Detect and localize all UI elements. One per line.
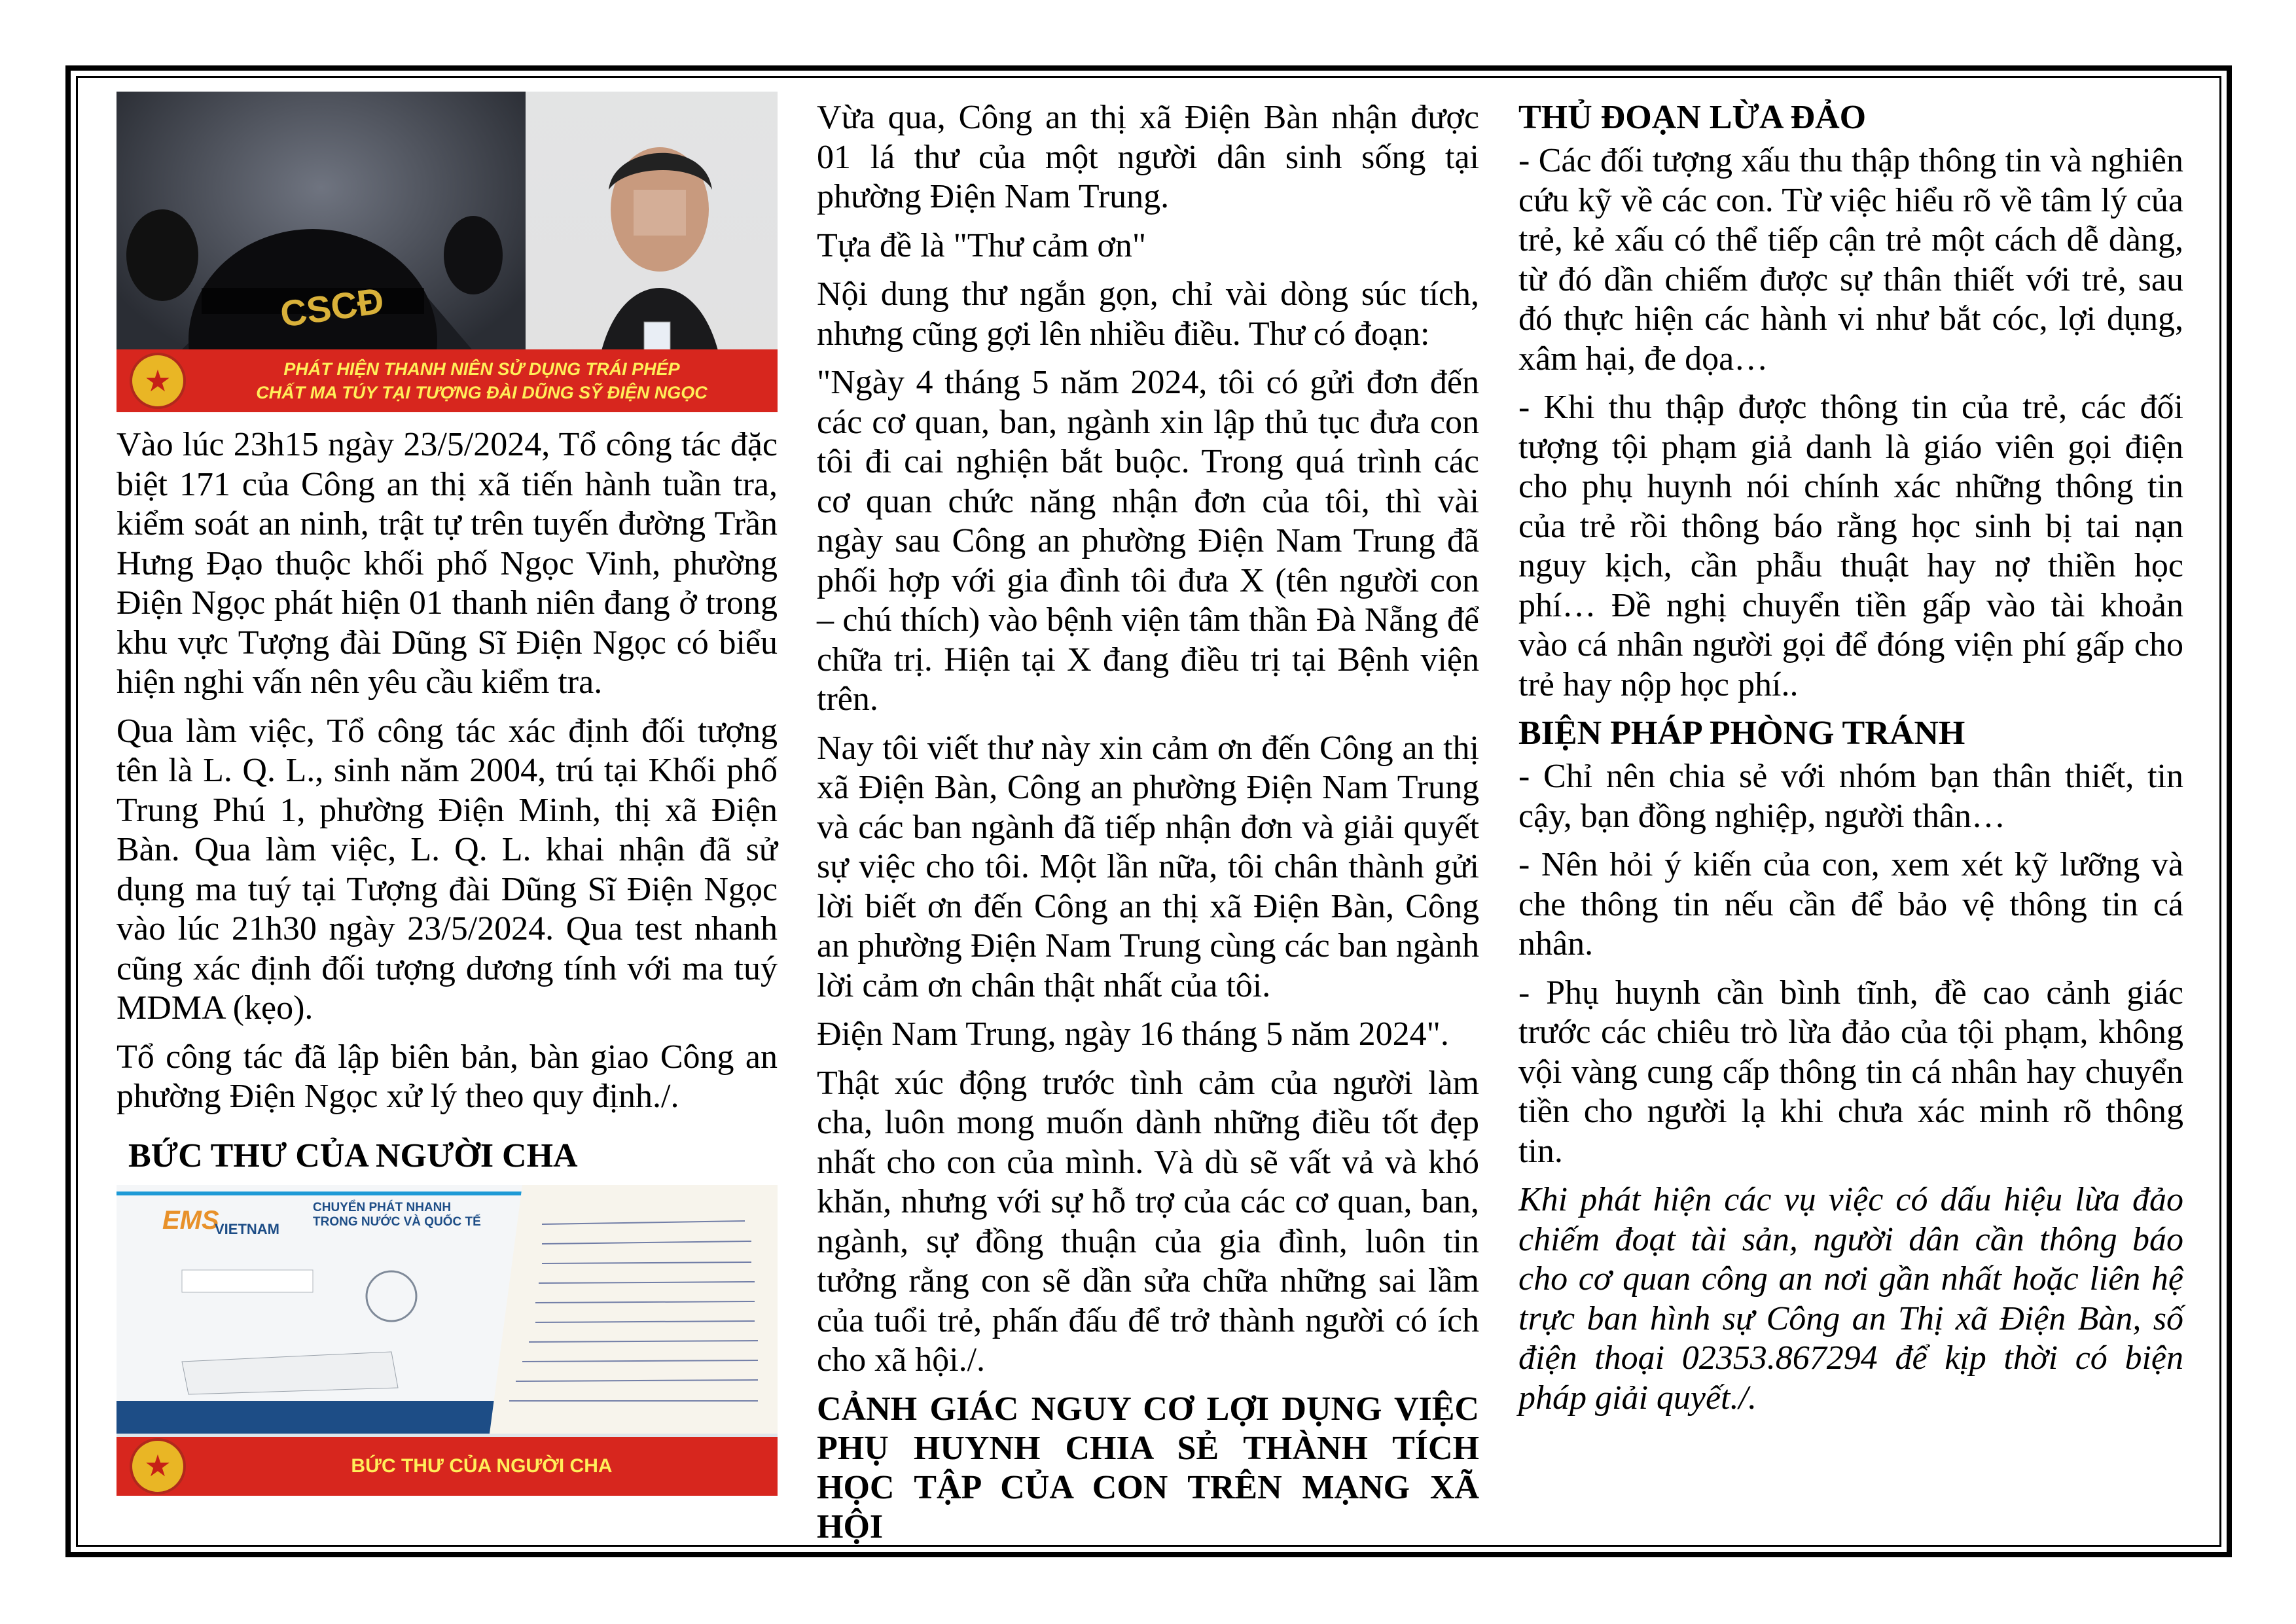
paragraph: Vào lúc 23h15 ngày 23/5/2024, Tổ công tác đặc biệt 171 của Công an thị xã tiến hành tuần tra, kiểm soát an ninh, trật tự trên tuyến đường Trần Hưng Đạo thuộc khối phố Ngọc Vinh, phường Điện Ngọc phát hiện 01 thanh niên đang ở trong khu vực Tượng đài Dũng Sĩ Điện Ngọc có biểu hiện nghi vấn nên yêu cầu kiểm tra.: [117, 426, 778, 701]
section-heading-warning: CẢNH GIÁC NGUY CƠ LỢI DỤNG VIỆC PHỤ HUYNH CHIA SẺ THÀNH TÍCH HỌC TẬP CỦA CON TRÊN MẠNG XÃ HỘI: [817, 1390, 1479, 1545]
paragraph: Tựa đề là "Thư cảm ơn": [817, 226, 1147, 264]
closing-note: Khi phát hiện các vụ việc có dấu hiệu lừa đảo chiếm đoạt tài sản, người dân cần thông báo cho cơ quan công an nơi gần nhất hoặc liên hệ trực ban hình sự Công an Thị xã Điện Bàn, số điện thoại 02353.867294 để kịp thời có biện pháp giải quyết./.: [1518, 1181, 2183, 1417]
section-heading-tricks: THỦ ĐOẠN LỪA ĐẢO: [1518, 99, 1867, 136]
paragraph: Tổ công tác đã lập biên bản, bàn giao Công an phường Điện Ngọc xử lý theo quy định./.: [117, 1038, 778, 1115]
section-heading-letter: BỨC THƯ CỦA NGƯỜI CHA: [128, 1137, 578, 1174]
paragraph: - Các đối tượng xấu thu thập thông tin và nghiên cứu kỹ về các con. Từ việc hiểu rõ về tâm lý của trẻ, kẻ xấu có thể tiếp cận trẻ một cách dễ dàng, từ đó dần chiếm được sự thân thiết với trẻ, sau đó thực hiện các hành vi như bắt cóc, lợi dụng, xâm hại, đe dọa…: [1518, 142, 2183, 378]
police-emblem-icon: ★: [130, 353, 186, 409]
paragraph: - Nên hỏi ý kiến của con, xem xét kỹ lưỡng và che thông tin nếu cần để bảo vệ thông tin cá nhân.: [1518, 846, 2183, 962]
ems-tagline: CHUYỂN PHÁT NHANH TRONG NƯỚC VÀ QUỐC TẾ: [313, 1200, 481, 1229]
paragraph: Nội dung thư ngắn gọn, chỉ vài dòng súc tích, nhưng cũng gợi lên nhiều điều. Thư có đoạn:: [817, 275, 1479, 353]
photo-banner: [117, 1437, 778, 1496]
news-photo-drug-arrest: [117, 92, 778, 412]
banner-line-2: CHẤT MA TÚY TẠI TƯỢNG ĐÀI DŨNG SỸ ĐIỆN NGỌC: [256, 383, 708, 402]
police-emblem-icon: ★: [130, 1438, 186, 1494]
paragraph: - Phụ huynh cần bình tĩnh, đề cao cảnh giác trước các chiêu trò lừa đảo của tội phạm, không vội vàng cung cấp thông tin cá nhân hay chuyển tiền cho người lạ khi chưa xác minh rõ thông tin.: [1518, 974, 2183, 1170]
helmet-text: CSCĐ: [278, 279, 387, 335]
paragraph: Vừa qua, Công an thị xã Điện Bàn nhận được 01 lá thư của một người dân sinh sống tại phường Điện Nam Trung.: [817, 99, 1479, 215]
photo-banner: [117, 349, 778, 412]
paragraph: Qua làm việc, Tổ công tác xác định đối tượng tên là L. Q. L., sinh năm 2004, trú tại Khối phố Trung Phú 1, phường Điện Minh, thị xã Điện Bàn. Qua làm việc, L. Q. L. khai nhận đã sử dụng ma tuý tại Tượng đài Dũng Sĩ Điện Ngọc vào lúc 21h30 ngày 23/5/2024. Qua test nhanh cũng xác định đối tượng dương tính với ma tuý MDMA (kẹo).: [117, 712, 778, 1027]
paragraph: Điện Nam Trung, ngày 16 tháng 5 năm 2024".: [817, 1015, 1449, 1053]
column-middle: [817, 98, 1479, 1556]
ems-logo-sub: VIETNAM: [215, 1220, 279, 1237]
paragraph: Thật xúc động trước tình cảm của người làm cha, luôn mong muốn dành những điều tốt đẹp nhất cho con của mình. Và dù sẽ vất vả và khó khăn, nhưng với sự hỗ trợ của các cơ quan, ban, ngành, sự đồng thuận của gia đình, luôn tin tưởng rằng con sẽ dần sửa chữa những sai lầm của tuổi trẻ, phấn đấu để trở thành người có ích cho xã hội./.: [817, 1064, 1479, 1379]
banner-line-1: PHÁT HIỆN THANH NIÊN SỬ DỤNG TRÁI PHÉP: [283, 359, 680, 379]
paragraph: - Chỉ nên chia sẻ với nhóm bạn thân thiết, tin cậy, bạn đồng nghiệp, người thân…: [1518, 758, 2183, 835]
column-left: [117, 92, 778, 1496]
section-heading-prevent: BIỆN PHÁP PHÒNG TRÁNH: [1518, 715, 1965, 752]
banner-title: BỨC THƯ CỦA NGƯỜI CHA: [351, 1455, 613, 1477]
paragraph: Nay tôi viết thư này xin cảm ơn đến Công an thị xã Điện Bàn, Công an phường Điện Nam Trung và các ban ngành đã tiếp nhận đơn và giải quyết sự việc cho tôi. Một lần nữa, tôi chân thành gửi lời biết ơn đến Công an thị xã Điện Bàn, Công an phường Điện Nam Trung cùng các ban ngành lời cảm ơn chân thật nhất của tôi.: [817, 729, 1479, 1004]
paragraph: "Ngày 4 tháng 5 năm 2024, tôi có gửi đơn đến các cơ quan, ban, ngành xin lập thủ tục đưa con tôi đi cai nghiện bắt buộc. Trong quá trình các cơ quan chức năng nhận đơn của tôi, thì vài ngày sau Công an phường Điện Nam Trung đã phối hợp với gia đình tôi đưa X (tên người con – chú thích) vào bệnh viện tâm thần Đà Nẵng để chữa trị. Hiện tại X đang điều trị tại Bệnh viện trên.: [817, 364, 1479, 718]
column-right: [1518, 98, 2183, 1427]
letter-photo: [117, 1185, 778, 1496]
paragraph: - Khi thu thập được thông tin của trẻ, các đối tượng tội phạm giả danh là giáo viên gọi điện cho phụ huynh nói chính xác những thông tin của trẻ rồi thông báo rằng học sinh bị tai nạn nguy kịch, cần phẫu thuật hay nợ thiền học phí… Đề nghị chuyển tiền gấp vào tài khoản vào cá nhân người gọi để đóng viện phí gấp cho trẻ hay nộp học phí..: [1518, 389, 2183, 703]
ems-logo: EMS: [162, 1205, 219, 1235]
